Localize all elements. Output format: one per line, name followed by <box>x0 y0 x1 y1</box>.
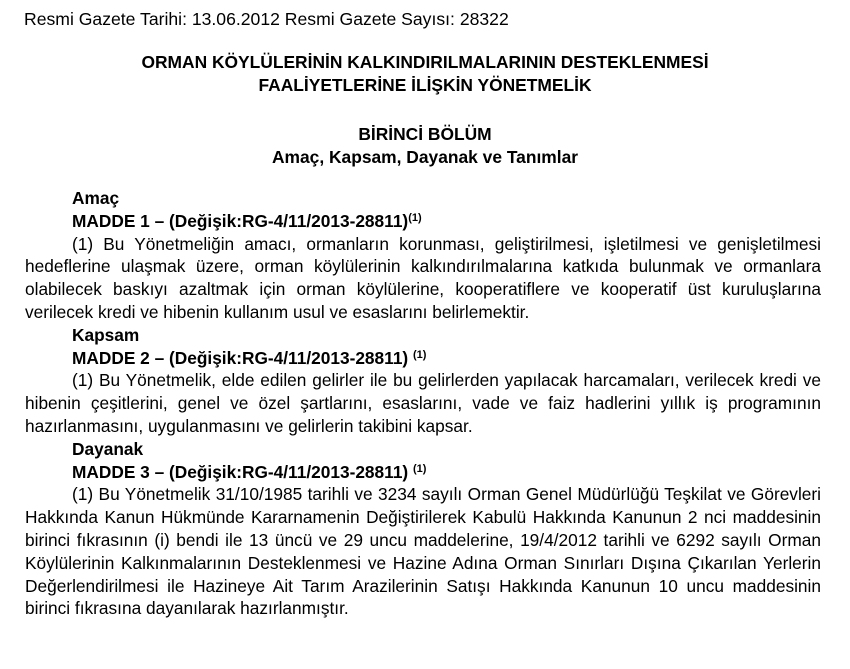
title-line-2: FAALİYETLERİNE İLİŞKİN YÖNETMELİK <box>258 75 592 95</box>
article-heading: Kapsam <box>72 324 140 345</box>
article-paragraph: (1) Bu Yönetmelik, elde edilen gelirler ile bu gelirlerden yapılacak harcamaları, verilecek kredi ve hibenin çeşitlerini, genel ve özel şartlarını, esaslarını, vade ve faiz hadlerini yıllık iş programının hazırlanmasını, uygulanmasını ve gelirlerin takibini kapsar. <box>25 370 821 436</box>
article-2 <box>25 324 821 438</box>
article-heading: Dayanak <box>72 438 144 459</box>
section-number: BİRİNCİ BÖLÜM <box>358 124 492 144</box>
footnote-marker[interactable]: (1) <box>413 462 427 475</box>
article-paragraph: (1) Bu Yönetmelik 31/10/1985 tarihli ve 3234 sayılı Orman Genel Müdürlüğü Teşkilat ve Görevleri Hakkında Kanun Hükmünde Kararnamenin Değiştirilerek Kabulü Hakkında Kanunun 2 nci maddesinin birinci fıkrasının (i) bendi ile 13 üncü ve 29 uncu maddelerine, 19/4/2012 tarihli ve 6292 sayılı Orman Köylülerinin Kalkınmalarının Desteklenmesi ve Hazine Adına Orman Sınırları Dışına Çıkarılan Yerlerin Değerlendirilmesi ile Hazineye Ait Tarım Arazilerinin Satışı Hakkında Kanunun 10 uncu maddesinin birinci fıkrasına dayanılarak hazırlanmıştır. <box>25 484 821 619</box>
article-1 <box>25 187 821 324</box>
gazette-info: Resmi Gazete Tarihi: 13.06.2012 Resmi Gazete Sayısı: 28322 <box>24 9 509 29</box>
article-paragraph: (1) Bu Yönetmeliğin amacı, ormanların korunması, geliştirilmesi, işletilmesi ve genişletilmesi hedeflerine ulaşmak üzere, orman köylülerinin kalkındırılmalarına katkıda bulunmak ve ormanlara olabilecek baskıyı azaltmak için orman köylülerine, kooperatiflere ve kooperatif üst kuruluşlarına verilecek kredi ve hibenin kullanım usul ve esaslarını belirlemektir. <box>25 233 821 322</box>
regulation-title <box>0 51 850 97</box>
article-heading: Amaç <box>72 188 120 208</box>
article-madde-text: MADDE 3 – (Değişik:RG-4/11/2013-28811) <box>72 461 409 482</box>
article-number <box>72 210 821 233</box>
footnote-marker[interactable]: (1) <box>408 211 422 224</box>
article-number <box>72 347 821 370</box>
footnote-marker[interactable]: (1) <box>413 348 427 361</box>
section-header <box>0 123 850 169</box>
section-name: Amaç, Kapsam, Dayanak ve Tanımlar <box>271 147 579 167</box>
articles-body <box>25 187 821 620</box>
article-3 <box>25 438 821 620</box>
article-madde-text: MADDE 1 – (Değişik:RG-4/11/2013-28811) <box>72 210 409 231</box>
article-madde-text: MADDE 2 – (Değişik:RG-4/11/2013-28811) <box>72 347 409 368</box>
title-line-1: ORMAN KÖYLÜLERİNİN KALKINDIRILMALARININ DESTEKLENMESİ <box>141 52 709 72</box>
article-number <box>72 461 821 484</box>
